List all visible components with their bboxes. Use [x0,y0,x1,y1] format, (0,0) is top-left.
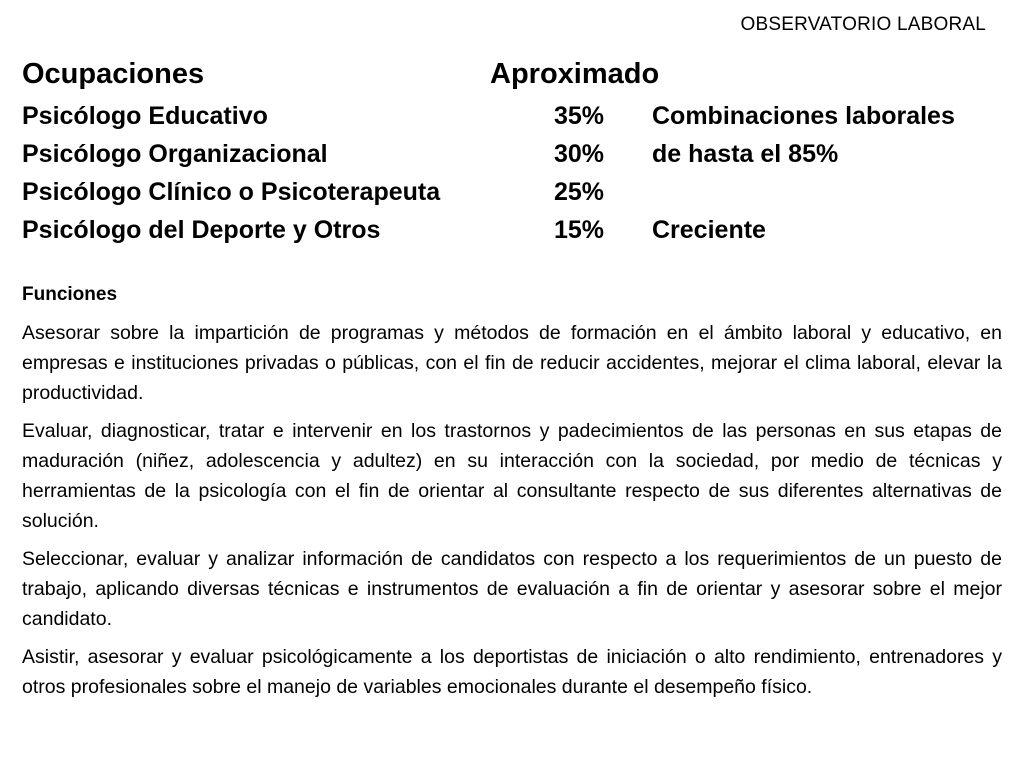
occupation-name: Psicólogo del Deporte y Otros [22,216,381,244]
occupation-row [22,140,1002,178]
occupation-note: Combinaciones laborales [652,102,955,130]
occupation-name: Psicólogo Clínico o Psicoterapeuta [22,178,441,206]
occupation-percent: 30% [554,140,605,168]
function-paragraph: Evaluar, diagnosticar, tratar e intervenir en los trastornos y padecimientos de las personas en sus etapas de maduración (niñez, adolescencia y adultez) en su interacción con la sociedad, por medio de técnicas y herramientas de la psicología con el fin de orientar al consultante respecto de sus diferentes alternativas de solución. [22,420,1002,532]
occupation-row [22,102,1002,140]
functions-title: Funciones [22,284,118,305]
function-paragraph: Asesorar sobre la impartición de programas y métodos de formación en el ámbito laboral y educativo, en empresas e instituciones privadas o públicas, con el fin de reducir accidentes, mejorar el clima laboral, elevar la productividad. [22,322,1002,404]
header-tag: OBSERVATORIO LABORAL [740,14,986,35]
occupation-row [22,216,1002,254]
occupation-percent: 15% [554,216,605,244]
functions-section [22,284,1002,710]
occupation-percent: 35% [554,102,605,130]
occupation-name: Psicólogo Organizacional [22,140,328,168]
occupation-note: de hasta el 85% [652,140,839,168]
occupations-table [22,58,1002,254]
occupations-heading: Ocupaciones [22,58,205,90]
occupations-heading-row [22,58,1002,102]
occupation-percent: 25% [554,178,605,206]
occupation-note: Creciente [652,216,766,244]
occupation-name: Psicólogo Educativo [22,102,268,130]
function-paragraph: Seleccionar, evaluar y analizar información de candidatos con respecto a los requerimientos de un puesto de trabajo, aplicando diversas técnicas e instrumentos de evaluación a fin de orientar y asesorar sobre el mejor candidato. [22,548,1002,630]
occupation-row [22,178,1002,216]
function-paragraph: Asistir, asesorar y evaluar psicológicamente a los deportistas de iniciación o alto rendimiento, entrenadores y otros profesionales sobre el manejo de variables emocionales durante el desempeño físico. [22,646,1002,698]
approximate-heading: Aproximado [490,58,660,90]
